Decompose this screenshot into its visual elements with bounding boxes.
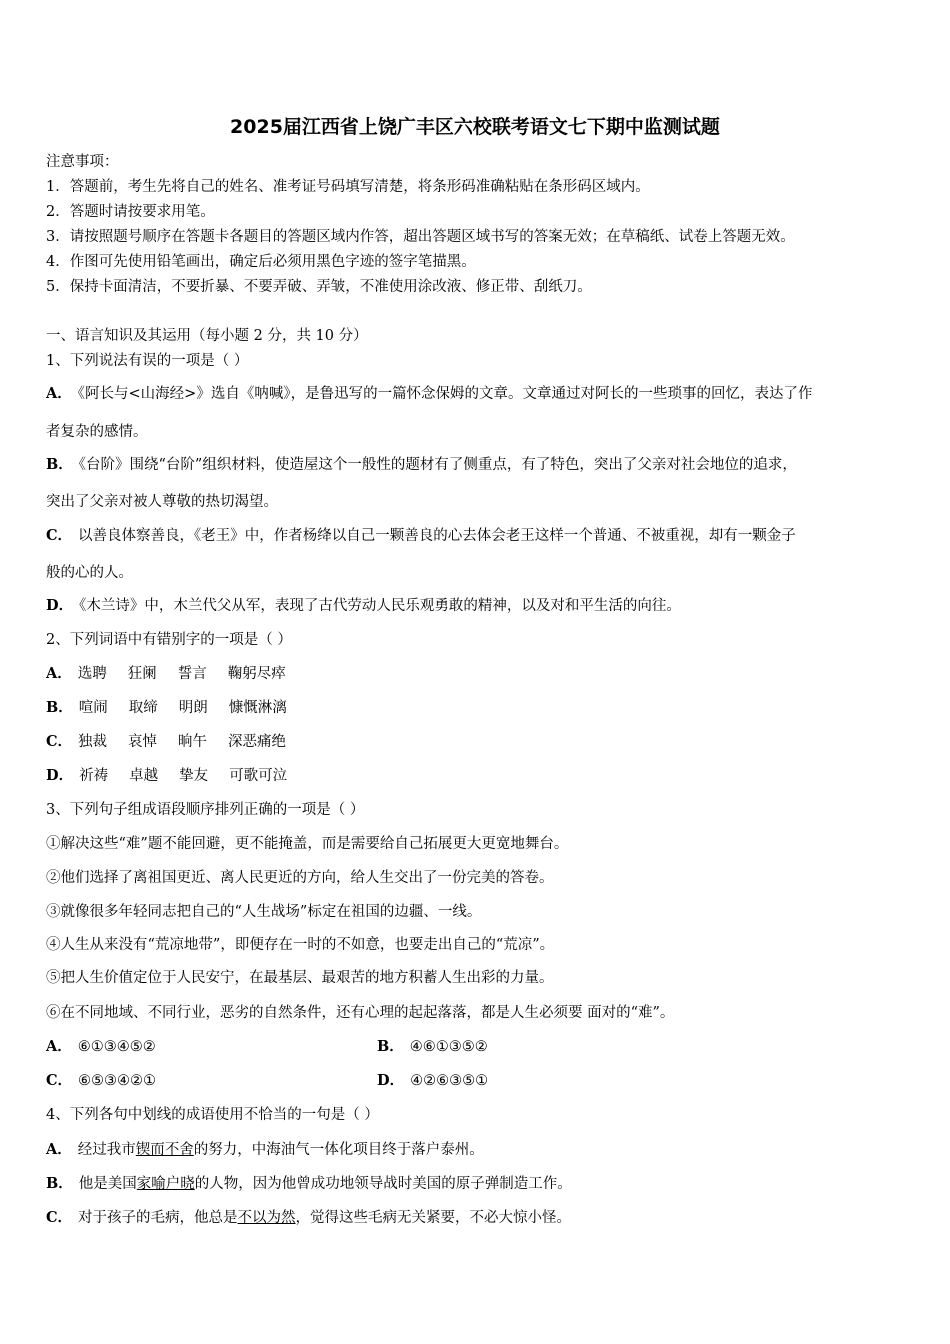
option-text-continued: 突出了父亲对被人尊敬的热切渴望。 [46, 494, 278, 510]
word: 深恶痛绝 [228, 734, 287, 750]
word: 祈祷 [79, 768, 109, 784]
sentence-3: ③就像很多年轻同志把自己的“人生战场”标定在祖国的边疆、一线。 [46, 904, 482, 920]
notice-item: 3．请按照题号顺序在答题卡各题目的答题区域内作答，超出答题区域书写的答案无效；在草稿纸、试卷上答题无效。 [46, 229, 795, 245]
option-label: B． [46, 1175, 73, 1192]
word: 挚友 [179, 768, 209, 784]
question-3-option-b [377, 1037, 488, 1057]
option-text: ⑥①③④⑤② [77, 1039, 156, 1055]
question-4-option-b [46, 1174, 572, 1194]
option-text: ⑥⑤③④②① [78, 1073, 157, 1089]
option-text: ④⑥①③⑤② [409, 1039, 488, 1055]
question-3-options-row [46, 1071, 896, 1091]
question-2-option-a [46, 664, 286, 684]
option-label: C． [46, 527, 73, 544]
question-3-option-c [46, 1073, 156, 1089]
notice-item: 5．保持卡面清洁，不要折暴、不要弄破、弄皱，不准使用涂改液、修正带、刮纸刀。 [46, 279, 592, 295]
question-1-stem: 1、下列说法有误的一项是（ ） [46, 353, 249, 369]
question-3-stem: 3、下列句子组成语段顺序排列正确的一项是（ ） [46, 802, 365, 818]
option-text: 经过我市 [77, 1142, 136, 1158]
option-text-continued: 者复杂的感情。 [46, 424, 148, 440]
option-text: 《阿长与<山海经>》选自《呐喊》，是鲁迅写的一篇怀念保姆的文章。文章通过对阿长的一些琐事的回忆，表达了作 [77, 386, 813, 402]
option-text: 的努力，中海油气一体化项目终于落户泰州。 [193, 1142, 484, 1158]
word: 喧闹 [78, 700, 108, 716]
section-heading: 一、语言知识及其运用（每小题 2 分，共 10 分） [46, 328, 368, 344]
word: 选聘 [77, 666, 107, 682]
question-3-options-row [46, 1037, 896, 1057]
option-label: B． [46, 456, 73, 473]
option-label: C． [46, 733, 73, 750]
notice-item: 2．答题时请按要求用笔。 [46, 204, 215, 220]
question-2-option-d [46, 766, 287, 786]
notice-item: 4．作图可先使用铅笔画出，确定后必须用黑色字迹的签字笔描黑。 [46, 254, 476, 270]
question-2-option-b [46, 698, 287, 718]
question-2-option-c [46, 732, 286, 752]
option-label: D． [46, 767, 74, 784]
option-label: B． [377, 1038, 404, 1055]
option-text: 以善良体察善良，《老王》中，作者杨绛以自己一颗善良的心去体会老王这样一个普通、不被重视，却有一颗金子 [78, 528, 796, 544]
word: 卓越 [129, 768, 159, 784]
question-4-option-a [46, 1140, 484, 1160]
option-text: 他是美国 [78, 1176, 137, 1192]
option-label: A． [46, 385, 72, 402]
notice-item: 1．答题前，考生先将自己的姓名、准考证号码填写清楚，将条形码准确粘贴在条形码区域内。 [46, 179, 650, 195]
option-label: D． [46, 597, 74, 614]
word: 哀悼 [128, 734, 158, 750]
sentence-6: ⑥在不同地域、不同行业，恶劣的自然条件，还有心理的起起落落，都是人生必须要 面对的“难”。 [46, 1005, 675, 1021]
word: 可歌可泣 [229, 768, 288, 784]
option-text: ，觉得这些毛病无关紧要，不必大惊小怪。 [295, 1210, 572, 1226]
question-4-stem: 4、下列各句中划线的成语使用不恰当的一句是（ ） [46, 1107, 379, 1123]
word: 取缔 [128, 700, 158, 716]
underlined-idiom: 不以为然 [237, 1210, 296, 1226]
question-4-option-c [46, 1208, 571, 1228]
question-3-option-d [377, 1071, 488, 1091]
option-text: 对于孩子的毛病，他总是 [78, 1210, 238, 1226]
underlined-idiom: 家喻户晓 [136, 1176, 195, 1192]
page-title: 2025届江西省上饶广丰区六校联考语文七下期中监测试题 [230, 116, 720, 138]
notice-heading: 注意事项： [46, 154, 119, 170]
option-label: A． [46, 665, 72, 682]
question-1-option-d [46, 596, 681, 616]
sentence-5: ⑤把人生价值定位于人民安宁，在最基层、最艰苦的地方积蓄人生出彩的力量。 [46, 970, 554, 986]
question-1-option-a [46, 384, 813, 404]
underlined-idiom: 锲而不舍 [135, 1142, 194, 1158]
question-1-option-b [46, 455, 797, 475]
word: 晌午 [178, 734, 208, 750]
option-label: C． [46, 1209, 73, 1226]
word: 独裁 [78, 734, 108, 750]
sentence-1: ①解决这些“难”题不能回避，更不能掩盖，而是需要给自己拓展更大更宽地舞台。 [46, 836, 569, 852]
word: 鞠躬尽瘁 [227, 666, 286, 682]
question-3-option-a [46, 1039, 156, 1055]
option-text: ④②⑥③⑤① [410, 1073, 489, 1089]
question-1-option-c [46, 526, 796, 546]
option-label: D． [377, 1072, 405, 1089]
option-label: A． [46, 1141, 72, 1158]
word: 明朗 [178, 700, 208, 716]
word: 狂阑 [127, 666, 157, 682]
word: 誓言 [177, 666, 207, 682]
sentence-4: ④人生从来没有“荒凉地带”，即便存在一时的不如意，也要走出自己的“荒凉”。 [46, 937, 555, 953]
option-label: B． [46, 699, 73, 716]
option-text: 的人物，因为他曾成功地领导战时美国的原子弹制造工作。 [194, 1176, 572, 1192]
option-text: 《台阶》围绕“台阶”组织材料，使造屋这个一般性的题材有了侧重点，有了特色，突出了父亲对社会地位的追求， [78, 457, 797, 473]
option-text: 《木兰诗》中，木兰代父从军，表现了古代劳动人民乐观勇敢的精神，以及对和平生活的向往。 [79, 598, 681, 614]
option-label: C． [46, 1072, 73, 1089]
question-2-stem: 2、下列词语中有错别字的一项是（ ） [46, 632, 292, 648]
word: 慷慨淋漓 [228, 700, 287, 716]
option-text-continued: 般的心的人。 [46, 565, 133, 581]
sentence-2: ②他们选择了离祖国更近、离人民更近的方向，给人生交出了一份完美的答卷。 [46, 870, 554, 886]
option-label: A． [46, 1038, 72, 1055]
